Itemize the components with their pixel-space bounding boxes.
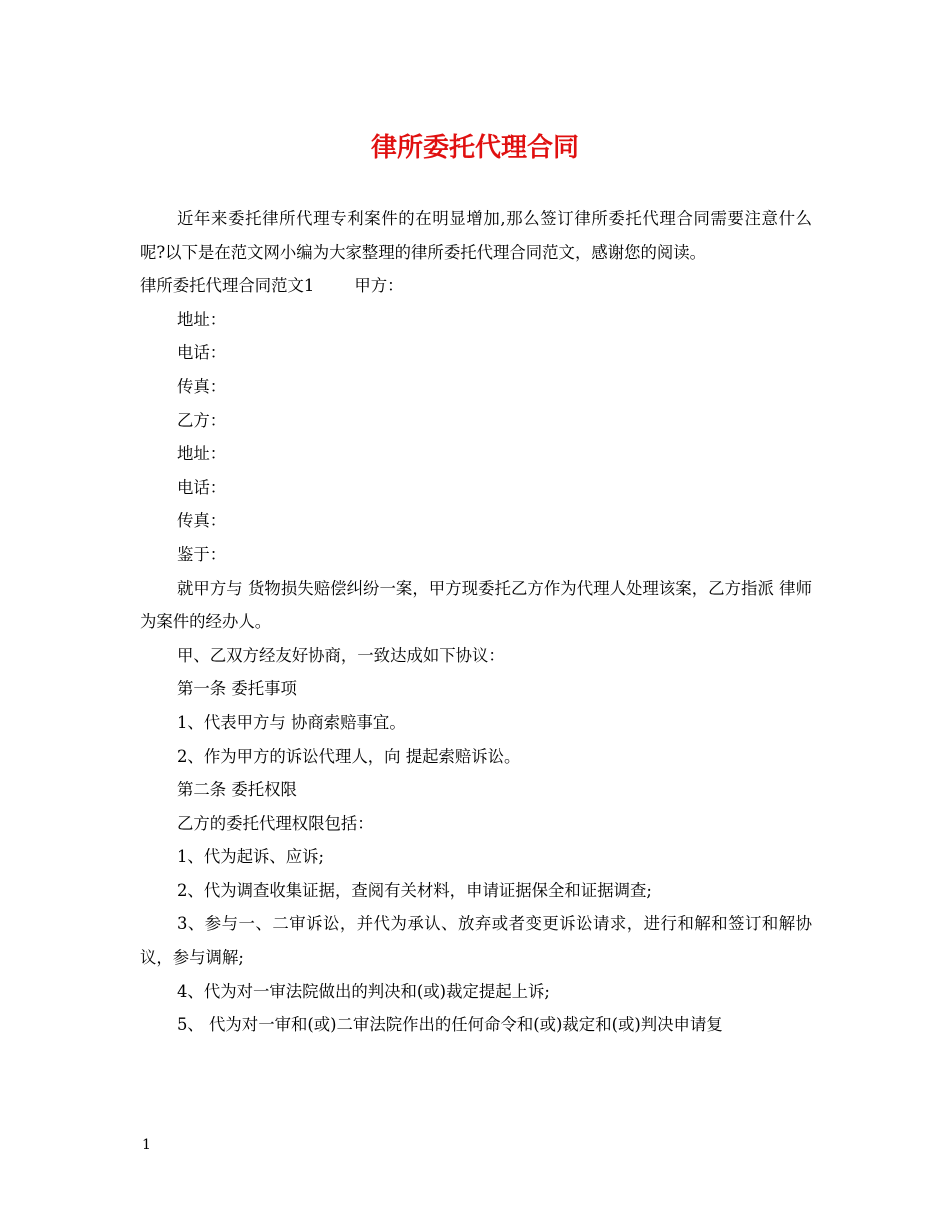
address-line: 地址： (177, 309, 227, 329)
article-2-item: 4、代为对一审法院做出的判决和(或)裁定提起上诉; (177, 981, 550, 1001)
page-number: 1 (142, 1137, 151, 1153)
whereas-clause: 就甲方与 货物损失赔偿纠纷一案，甲方现委托乙方作为代理人处理该案，乙方指派 律师为案件的经办人。 (140, 578, 812, 632)
phone-line: 电话： (177, 477, 227, 497)
fax-line: 传真： (177, 376, 227, 396)
sample-heading-title: 律所委托代理合同范文1 (140, 276, 315, 296)
article-2-item: 3、参与一、二审诉讼，并代为承认、放弃或者变更诉讼请求，进行和解和签订和解协议，参与调解; (140, 914, 812, 968)
document-title: 律所委托代理合同 (370, 133, 579, 163)
whereas-label: 鉴于： (177, 544, 227, 564)
party-a-label: 甲方： (354, 276, 404, 296)
article-2-item: 5、 代为对一审和(或)二审法院作出的任何命令和(或)裁定和(或)判决申请复 (177, 1015, 723, 1035)
party-b-line: 乙方： (177, 410, 227, 430)
address-line: 地址： (177, 444, 227, 464)
agreement-line: 甲、乙双方经友好协商，一致达成如下协议： (177, 645, 505, 665)
fax-line: 传真： (177, 511, 227, 531)
article-1-item: 2、作为甲方的诉讼代理人，向 提起索赔诉讼。 (177, 746, 521, 766)
article-1-heading: 第一条 委托事项 (177, 679, 297, 699)
phone-line: 电话： (177, 343, 227, 363)
article-2-item: 2、代为调查收集证据，查阅有关材料，申请证据保全和证据调查; (177, 880, 652, 900)
article-2-intro: 乙方的委托代理权限包括： (177, 813, 374, 833)
document-body (140, 202, 812, 1042)
sample-heading (140, 269, 812, 303)
article-2-heading: 第二条 委托权限 (177, 780, 297, 800)
article-1-item: 1、代表甲方与 协商索赔事宜。 (177, 712, 406, 732)
article-2-item: 1、代为起诉、应诉; (177, 847, 325, 867)
intro-paragraph: 近年来委托律所代理专利案件的在明显增加,那么签订律所委托代理合同需要注意什么呢?以下是在范文网小编为大家整理的律所委托代理合同范文，感谢您的阅读。 (140, 209, 812, 262)
